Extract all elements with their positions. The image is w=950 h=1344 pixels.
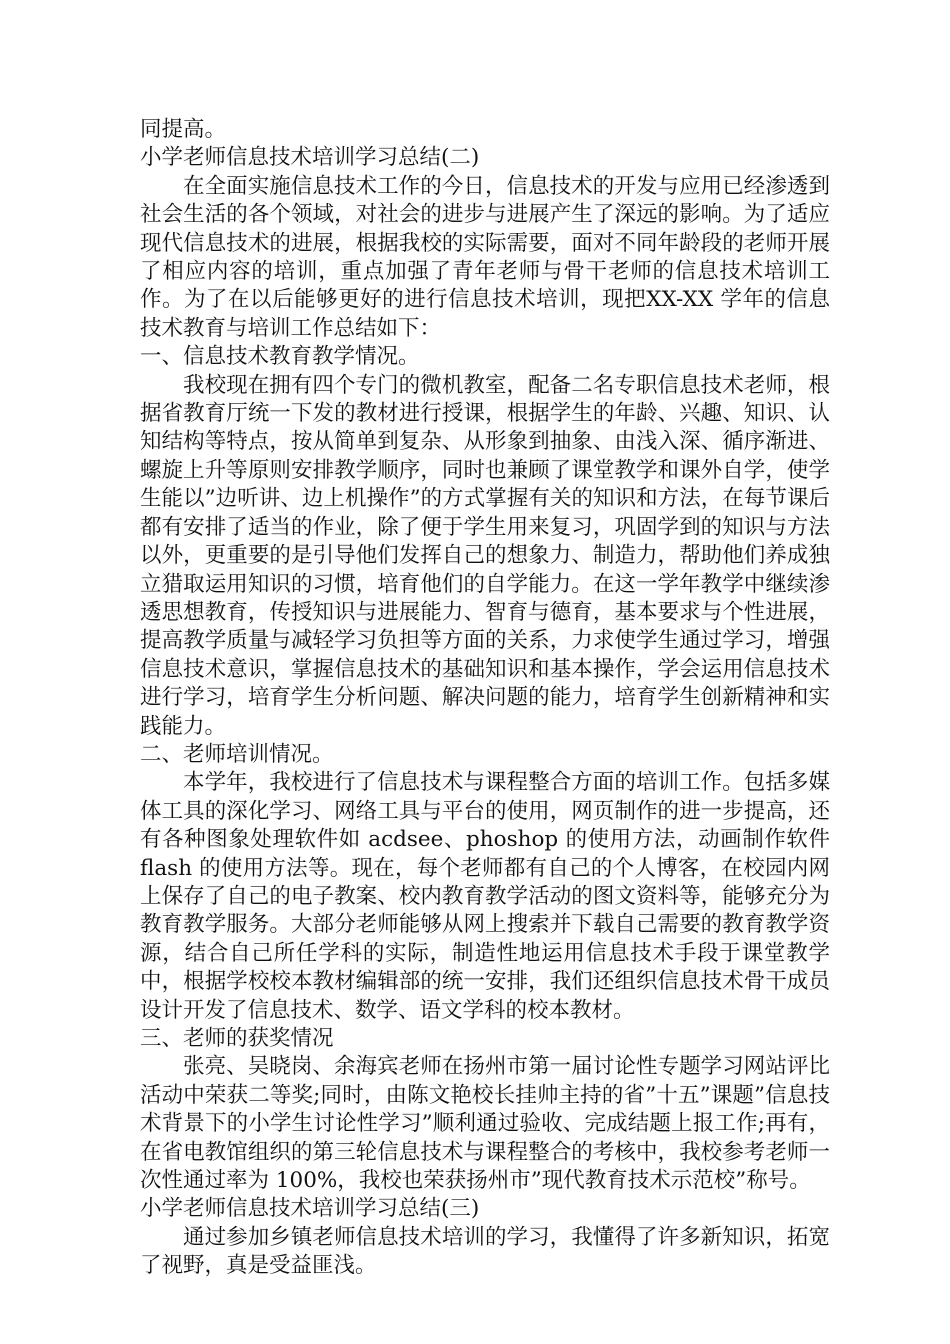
section-title-2: 小学老师信息技术培训学习总结(二) (140, 145, 480, 171)
document-body (140, 116, 830, 1281)
section-title-3: 小学老师信息技术培训学习总结(三) (140, 1196, 480, 1222)
heading-teacher-training: 二、老师培训情况。 (140, 741, 334, 767)
teaching-paragraph: 我校现在拥有四个专门的微机教室，配备二名专职信息技术老师，根据省教育厅统一下发的教材进行授课，根据学生的年龄、兴趣、知识、认知结构等特点，按从简单到复杂、从形象到抽象、由浅入深、循序渐进、螺旋上升等原则安排教学顺序，同时也兼顾了课堂教学和课外自学，使学生能以”边听讲、边上机操作”的方式掌握有关的知识和方法，在每节课后都有安排了适当的作业，除了便于学生用来复习，巩固学到的知识与方法以外，更重要的是引导他们发挥自己的想象力、制造力，帮助他们养成独立猎取运用知识的习惯，培育他们的自学能力。在这一学年教学中继续渗透思想教育，传授知识与进展能力、智育与德育，基本要求与个性进展，提高教学质量与减轻学习负担等方面的关系，力求使学生通过学习，增强信息技术意识，掌握信息技术的基础知识和基本操作，学会运用信息技术进行学习，培育学生分析问题、解决问题的能力，培育学生创新精神和实践能力。 (140, 372, 830, 739)
intro-paragraph: 在全面实施信息技术工作的今日，信息技术的开发与应用已经渗透到社会生活的各个领域，对社会的进步与进展产生了深远的影响。为了适应现代信息技术的进展，根据我校的实际需要，面对不同年龄段的老师开展了相应内容的培训，重点加强了青年老师与骨干老师的信息技术培训工作。为了在以后能够更好的进行信息技术培训，现把XX-XX 学年的信息技术教育与培训工作总结如下： (140, 173, 830, 341)
heading-teaching-situation: 一、信息技术教育教学情况。 (140, 344, 420, 370)
continuation-line: 同提高。 (140, 117, 227, 142)
training-paragraph: 本学年，我校进行了信息技术与课程整合方面的培训工作。包括多媒体工具的深化学习、网络工具与平台的使用，网页制作的进一步提高，还有各种图象处理软件如 acdsee、phoshop 的使用方法，动画制作软件 flash 的使用方法等。现在，每个老师都有自己的个人博客，在校园内网上保存了自己的电子教案、校内教育教学活动的图文资料等，能够充分为教育教学服务。大部分老师能够从网上搜索并下载自己需要的教育教学资源，结合自己所任学科的实际，制造性地运用信息技术手段于课堂教学中，根据学校校本教材编辑部的统一安排，我们还组织信息技术骨干成员设计开发了信息技术、数学、语文学科的校本教材。 (140, 770, 830, 1023)
heading-awards: 三、老师的获奖情况 (140, 1026, 334, 1051)
awards-paragraph: 张亮、吴晓岗、余海宾老师在扬州市第一届讨论性专题学习网站评比活动中荣获二等奖;同时，由陈文艳校长挂帅主持的省”十五”课题”信息技术背景下的小学生讨论性学习”顺利通过验收、完成结题上报工作;再有，在省电教馆组织的第三轮信息技术与课程整合的考核中，我校参考老师一次性通过率为 100%，我校也荣获扬州市”现代教育技术示范校”称号。 (140, 1054, 830, 1194)
closing-paragraph: 通过参加乡镇老师信息技术培训的学习，我懂得了许多新知识，拓宽了视野，真是受益匪浅。 (140, 1224, 830, 1279)
